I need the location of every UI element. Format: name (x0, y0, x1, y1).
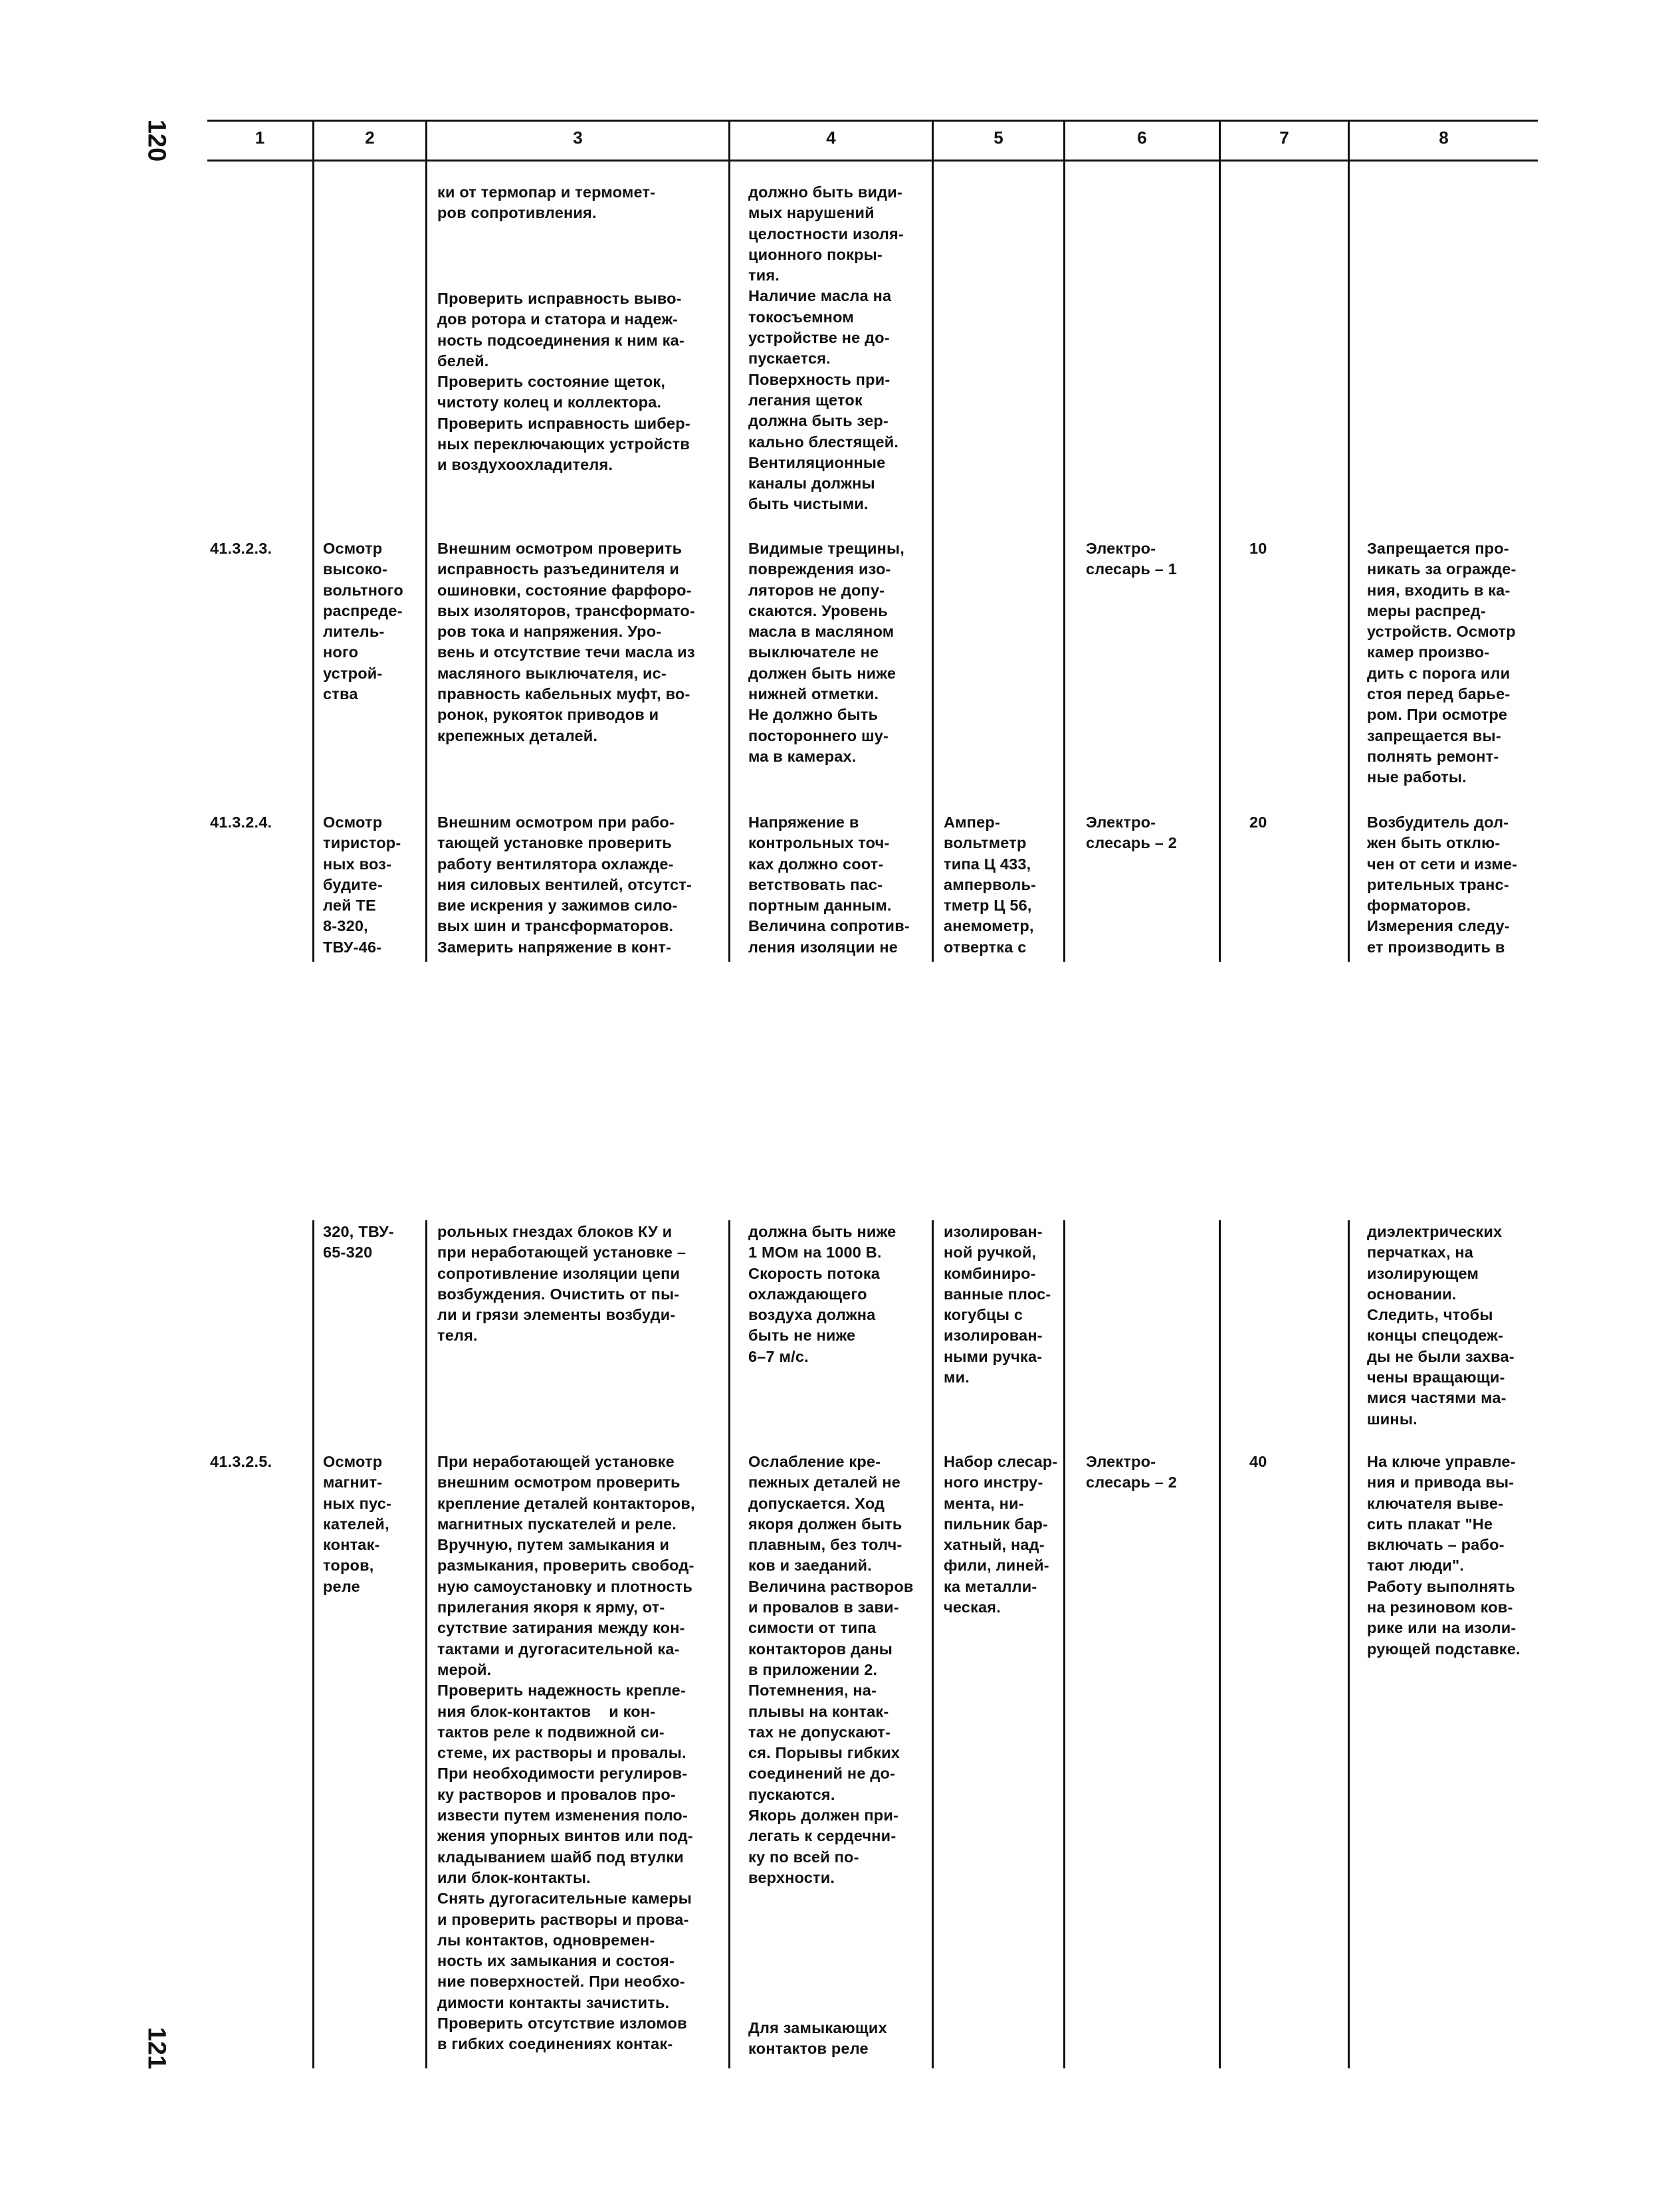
cell-time: 10 (1249, 540, 1267, 557)
cell-performer: Электро- слесарь – 2 (1086, 814, 1178, 852)
cell-tools: изолирован- ной ручкой, комбиниро- ванные плос- когубцы с изолирован- ными ручка- ми. (944, 1223, 1051, 1386)
column-header-8: 8 (1439, 128, 1449, 148)
header-bottom-rule (207, 160, 1538, 162)
page-number-bottom: 121 (142, 2027, 171, 2070)
cell-requirements: Напряжение в контрольных точ- ках должно соот- ветствовать пас- портным данным. Величина сопротив- ления изоляции не (748, 814, 910, 956)
cell-check-text: Проверить исправность выво- дов ротора и статора и надеж- ность подсоединения к ним ка- белей. Проверить состояние щеток, чистоту колец и коллектора. Проверить исправность шибер- ных переключающих устройств и воздухоохладителя. (437, 290, 690, 474)
column-header-1: 1 (255, 128, 265, 148)
column-header-6: 6 (1137, 128, 1147, 148)
column-divider (312, 122, 314, 962)
column-divider (1063, 1220, 1065, 2068)
column-header-4: 4 (826, 128, 836, 148)
column-divider (1348, 1220, 1350, 2068)
cell-requirements: Видимые трещины, повреждения изо- ляторов не допу- скаются. Уровень масла в масляном выключателе не должен быть ниже нижней отметки. Не должно быть постороннего шу- ма в камерах. (748, 540, 905, 765)
cell-work-name: Осмотр высоко- вольтного распреде- литель- ного устрой- ства (323, 540, 403, 703)
column-divider (1348, 122, 1350, 962)
column-divider (1063, 122, 1065, 962)
column-divider (312, 1220, 314, 2068)
cell-work-name: 320, ТВУ- 65-320 (323, 1223, 394, 1262)
cell-safety: Запрещается про- никать за огражде- ния, входить в ка- меры распред- устройств. Осмотр камер произво- дить с порога или стоя перед барье- ром. При осмотре запрещается вы- полнять ремонт- ные работы. (1367, 540, 1517, 786)
cell-check-text: ки от термопар и термомет- ров сопротивления. (437, 183, 656, 222)
cell-safety: диэлектрических перчатках, на изолирующем основании. Следить, чтобы концы спецодеж- ды не были захва- чены вращающи- мися частями ма- шины. (1367, 1223, 1515, 1428)
cell-requirements: Ослабление кре- пежных деталей не допускается. Ход якоря должен быть плавным, без толч- ков и заеданий. Величина растворов и провалов в зави- симости от типа контакторов даны в приложении 2. Потемнения, на- плывы на контак- тах не допускают- ся. Порывы гибких соединений не до- пускаются. Якорь должен при- легать к сердечни- ку по всей по- верхности. (748, 1453, 914, 1886)
cell-work-name: Осмотр тиристор- ных воз- будите- лей ТЕ 8-320, ТВУ-46- (323, 814, 401, 956)
column-header-3: 3 (573, 128, 583, 148)
cell-check-text: Внешним осмотром проверить исправность разъединителя и ошиновки, состояние фарфоро- вых изоляторов, трансформато- ров тока и напряжения. Уро- вень и отсутствие течи масла из масляного выключателя, ис- правность кабельных муфт, во- ронок, рукояток приводов и крепежных деталей. (437, 540, 696, 744)
column-divider (1219, 1220, 1221, 2068)
column-divider (728, 1220, 730, 2068)
cell-item-number: 41.3.2.3. (210, 540, 272, 557)
cell-time: 20 (1249, 814, 1267, 831)
column-divider (932, 1220, 934, 2068)
cell-check-text: Внешним осмотром при рабо- тающей установке проверить работу вентилятора охлажде- ния силовых вентилей, отсутст- вие искрения у зажимов сило- вых шин и трансформаторов. Замерить напряжение в конт- (437, 814, 692, 956)
column-divider (932, 122, 934, 962)
column-header-5: 5 (994, 128, 1003, 148)
cell-requirements: должно быть види- мых нарушений целостности изоля- ционного покры- тия. Наличие масла на токосъемном устройстве не до- пускается. Поверхность при- легания щеток должна быть зер- кально блестящей. Вентиляционные каналы должны быть чистыми. (748, 183, 904, 513)
cell-time: 40 (1249, 1453, 1267, 1470)
cell-tools: Набор слесар- ного инстру- мента, ни- пильник бар- хатный, над- фили, линей- ка металли- ческая. (944, 1453, 1058, 1616)
cell-requirements: Для замыкающих контактов реле (748, 2019, 887, 2058)
cell-check-text: При неработающей установке внешним осмотром проверить крепление деталей контакторов, магнитных пускателей и реле. Вручную, путем замыкания и размыкания, проверить свобод- ную самоустановку и плотность прилегания якоря к ярму, от- сутствие затирания между кон- тактами и дугогасительной ка- мерой. Проверить надежность крепле- ния блок-контактов и кон- тактов реле к подвижной си- стеме, их растворы и провалы. При необходимости регулиров- ку растворов и провалов про- извести путем изменения поло- жения упорных винтов или под- кладыванием шайб под втулки или блок-контакты. Снять дугогасительные камеры и проверить растворы и прова- лы контактов, одновремен- ность их замыкания и состоя- ние поверхностей. При необхо- димости контакты зачистить. Проверить отсутствие изломов в гибких соединениях контак- (437, 1453, 695, 2053)
cell-item-number: 41.3.2.4. (210, 814, 272, 831)
page-number-top: 120 (142, 119, 171, 162)
column-divider (728, 122, 730, 962)
column-divider (425, 1220, 427, 2068)
table-top-rule (207, 120, 1538, 122)
column-header-7: 7 (1279, 128, 1289, 148)
cell-check-text: рольных гнездах блоков КУ и при неработающей установке – сопротивление изоляции цепи возбуждения. Очистить от пы- ли и грязи элементы возбуди- теля. (437, 1223, 686, 1345)
column-divider (425, 122, 427, 962)
column-divider (1219, 122, 1221, 962)
cell-requirements: должна быть ниже 1 МОм на 1000 В. Скорость потока охлаждающего воздуха должна быть не ниже 6–7 м/с. (748, 1223, 896, 1365)
cell-performer: Электро- слесарь – 2 (1086, 1453, 1178, 1491)
cell-performer: Электро- слесарь – 1 (1086, 540, 1178, 578)
cell-tools: Ампер- вольтметр типа Ц 433, амперволь- тметр Ц 56, анемометр, отвертка с (944, 814, 1037, 956)
column-header-2: 2 (365, 128, 375, 148)
cell-safety: На ключе управле- ния и привода вы- ключателя выве- сить плакат "Не включать – рабо- тают люди". Работу выполнять на резиновом ков- рике или на изоли- рующей подставке. (1367, 1453, 1521, 1658)
cell-item-number: 41.3.2.5. (210, 1453, 272, 1470)
cell-work-name: Осмотр магнит- ных пус- кателей, контак- торов, реле (323, 1453, 392, 1595)
cell-safety: Возбудитель дол- жен быть отклю- чен от сети и изме- рительных транс- форматоров. Измерения следу- ет производить в (1367, 814, 1518, 956)
